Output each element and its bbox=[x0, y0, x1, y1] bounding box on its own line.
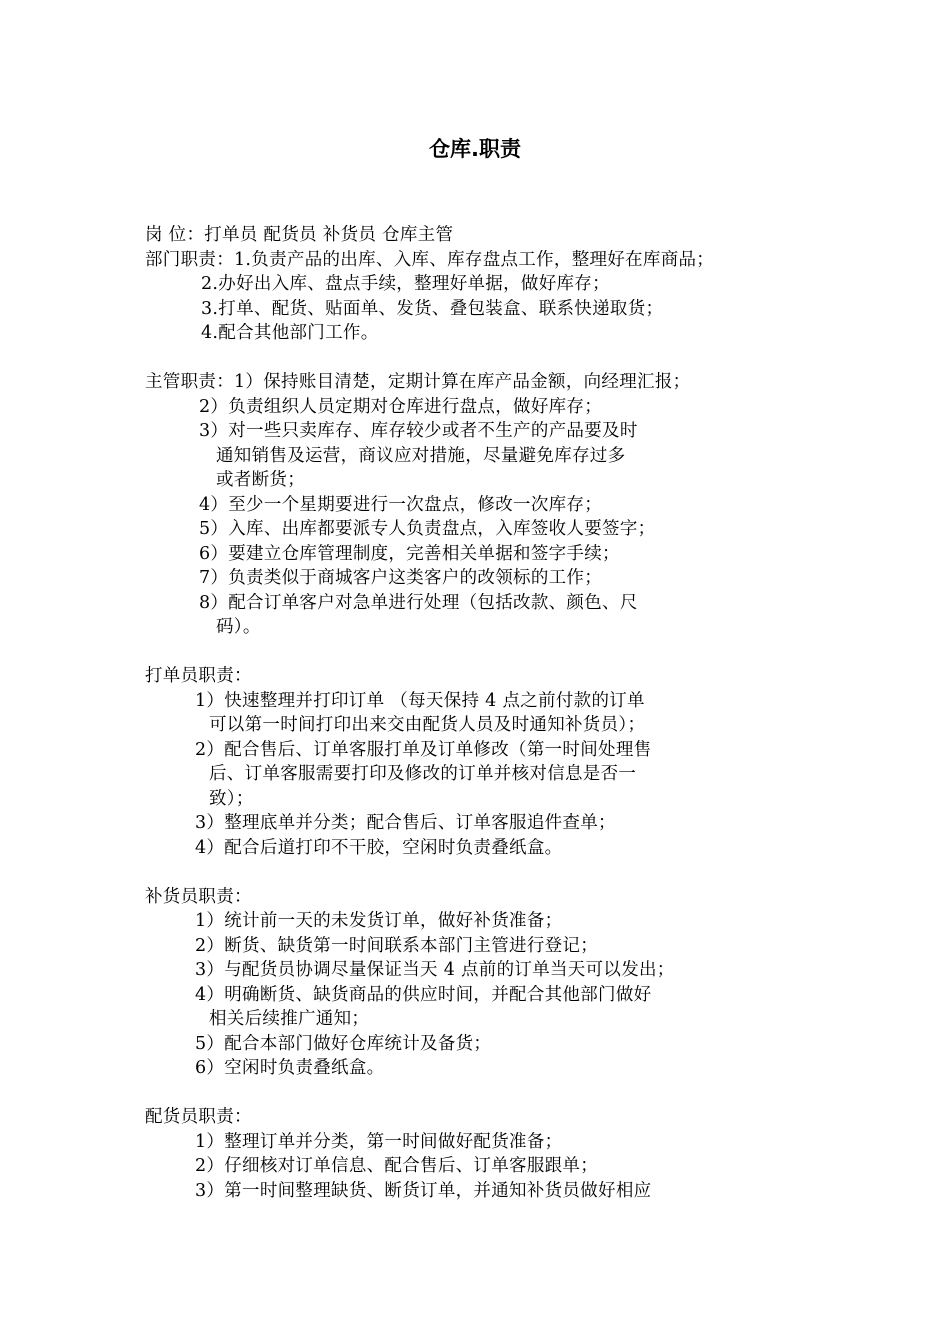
supervisor-duty-line: 3）对一些只卖库存、库存较少或者不生产的产品要及时 bbox=[199, 421, 638, 441]
printer-duty-line: 后、订单客服需要打印及修改的订单并核对信息是否一 bbox=[209, 764, 637, 784]
dept-duty-line-2: 2.办好出入库、盘点手续，整理好单据，做好库存； bbox=[201, 274, 610, 294]
printer-duty-line: 3）整理底单并分类；配合售后、订单客服追件查单； bbox=[195, 813, 616, 833]
restocker-duty-line: 相关后续推广通知； bbox=[209, 1009, 370, 1029]
picker-duty-line: 1）整理订单并分类，第一时间做好配货准备； bbox=[195, 1131, 563, 1152]
restocker-duty-line: 4）明确断货、缺货商品的供应时间，并配合其他部门做好 bbox=[195, 984, 652, 1005]
supervisor-duty-line-1: 主管职责：1）保持账目清楚，定期计算在库产品金额，向经理汇报； bbox=[145, 372, 691, 392]
printer-heading: 打单员职责： bbox=[145, 666, 252, 686]
printer-duty-line: 致）； bbox=[209, 788, 254, 809]
restocker-duty-line: 2）断货、缺货第一时间联系本部门主管进行登记； bbox=[195, 935, 599, 956]
supervisor-duty-line: 7）负责类似于商城客户这类客户的改领标的工作； bbox=[199, 568, 603, 588]
supervisor-duty-line: 或者断货； bbox=[216, 470, 305, 490]
supervisor-duty-line: 6）要建立仓库管理制度，完善相关单据和签字手续； bbox=[199, 543, 620, 564]
paragraph-gap bbox=[145, 346, 835, 371]
document-body bbox=[145, 223, 835, 1203]
restocker-duty-line: 5）配合本部门做好仓库统计及备货； bbox=[195, 1033, 492, 1054]
supervisor-duty-line: 8）配合订单客户对急单进行处理（包括改款、颜色、尺 bbox=[199, 592, 638, 613]
printer-duty-line: 2）配合售后、订单客服打单及订单修改（第一时间处理售 bbox=[195, 739, 652, 760]
printer-duty-line: 1）快速整理并打印订单 （每天保持 4 点之前付款的订单 bbox=[195, 690, 645, 711]
document-title: 仓库.职责 bbox=[429, 137, 521, 161]
picker-heading: 配货员职责： bbox=[145, 1107, 252, 1127]
printer-duty-line: 4）配合后道打印不干胶，空闲时负责叠纸盒。 bbox=[195, 837, 563, 858]
dept-duty-line-4: 4.配合其他部门工作。 bbox=[201, 323, 379, 343]
restocker-duty-line: 1）统计前一天的未发货订单，做好补货准备； bbox=[195, 911, 563, 931]
supervisor-duty-line: 2）负责组织人员定期对仓库进行盘点，做好库存； bbox=[199, 396, 603, 417]
supervisor-duty-line: 4）至少一个星期要进行一次盘点，修改一次库存； bbox=[199, 494, 603, 515]
picker-duty-line: 2）仔细核对订单信息、配合售后、订单客服跟单； bbox=[195, 1156, 599, 1176]
paragraph-gap bbox=[145, 640, 835, 665]
positions-line: 岗 位：打单员 配货员 补货员 仓库主管 bbox=[145, 225, 454, 245]
restocker-heading: 补货员职责： bbox=[145, 886, 252, 907]
supervisor-duty-line: 通知销售及运营，商议应对措施，尽量避免库存过多 bbox=[216, 445, 626, 466]
printer-duty-line: 可以第一时间打印出来交由配货人员及时通知补货员）； bbox=[209, 715, 646, 735]
picker-duty-line: 3）第一时间整理缺货、断货订单，并通知补货员做好相应 bbox=[195, 1180, 652, 1201]
dept-duty-line-3: 3.打单、配货、贴面单、发货、叠包装盒、联系快递取货； bbox=[201, 298, 664, 319]
paragraph-gap bbox=[145, 860, 835, 885]
dept-duty-line-1: 部门职责：1.负责产品的出库、入库、库存盘点工作，整理好在库商品； bbox=[145, 249, 715, 270]
supervisor-duty-line: 5）入库、出库都要派专人负责盘点，入库签收人要签字； bbox=[199, 519, 656, 539]
restocker-duty-line: 6）空闲时负责叠纸盒。 bbox=[195, 1058, 385, 1078]
restocker-duty-line: 3）与配货员协调尽量保证当天 4 点前的订单当天可以发出； bbox=[195, 960, 675, 980]
supervisor-duty-line: 码）。 bbox=[216, 617, 261, 637]
paragraph-gap bbox=[145, 1081, 835, 1106]
